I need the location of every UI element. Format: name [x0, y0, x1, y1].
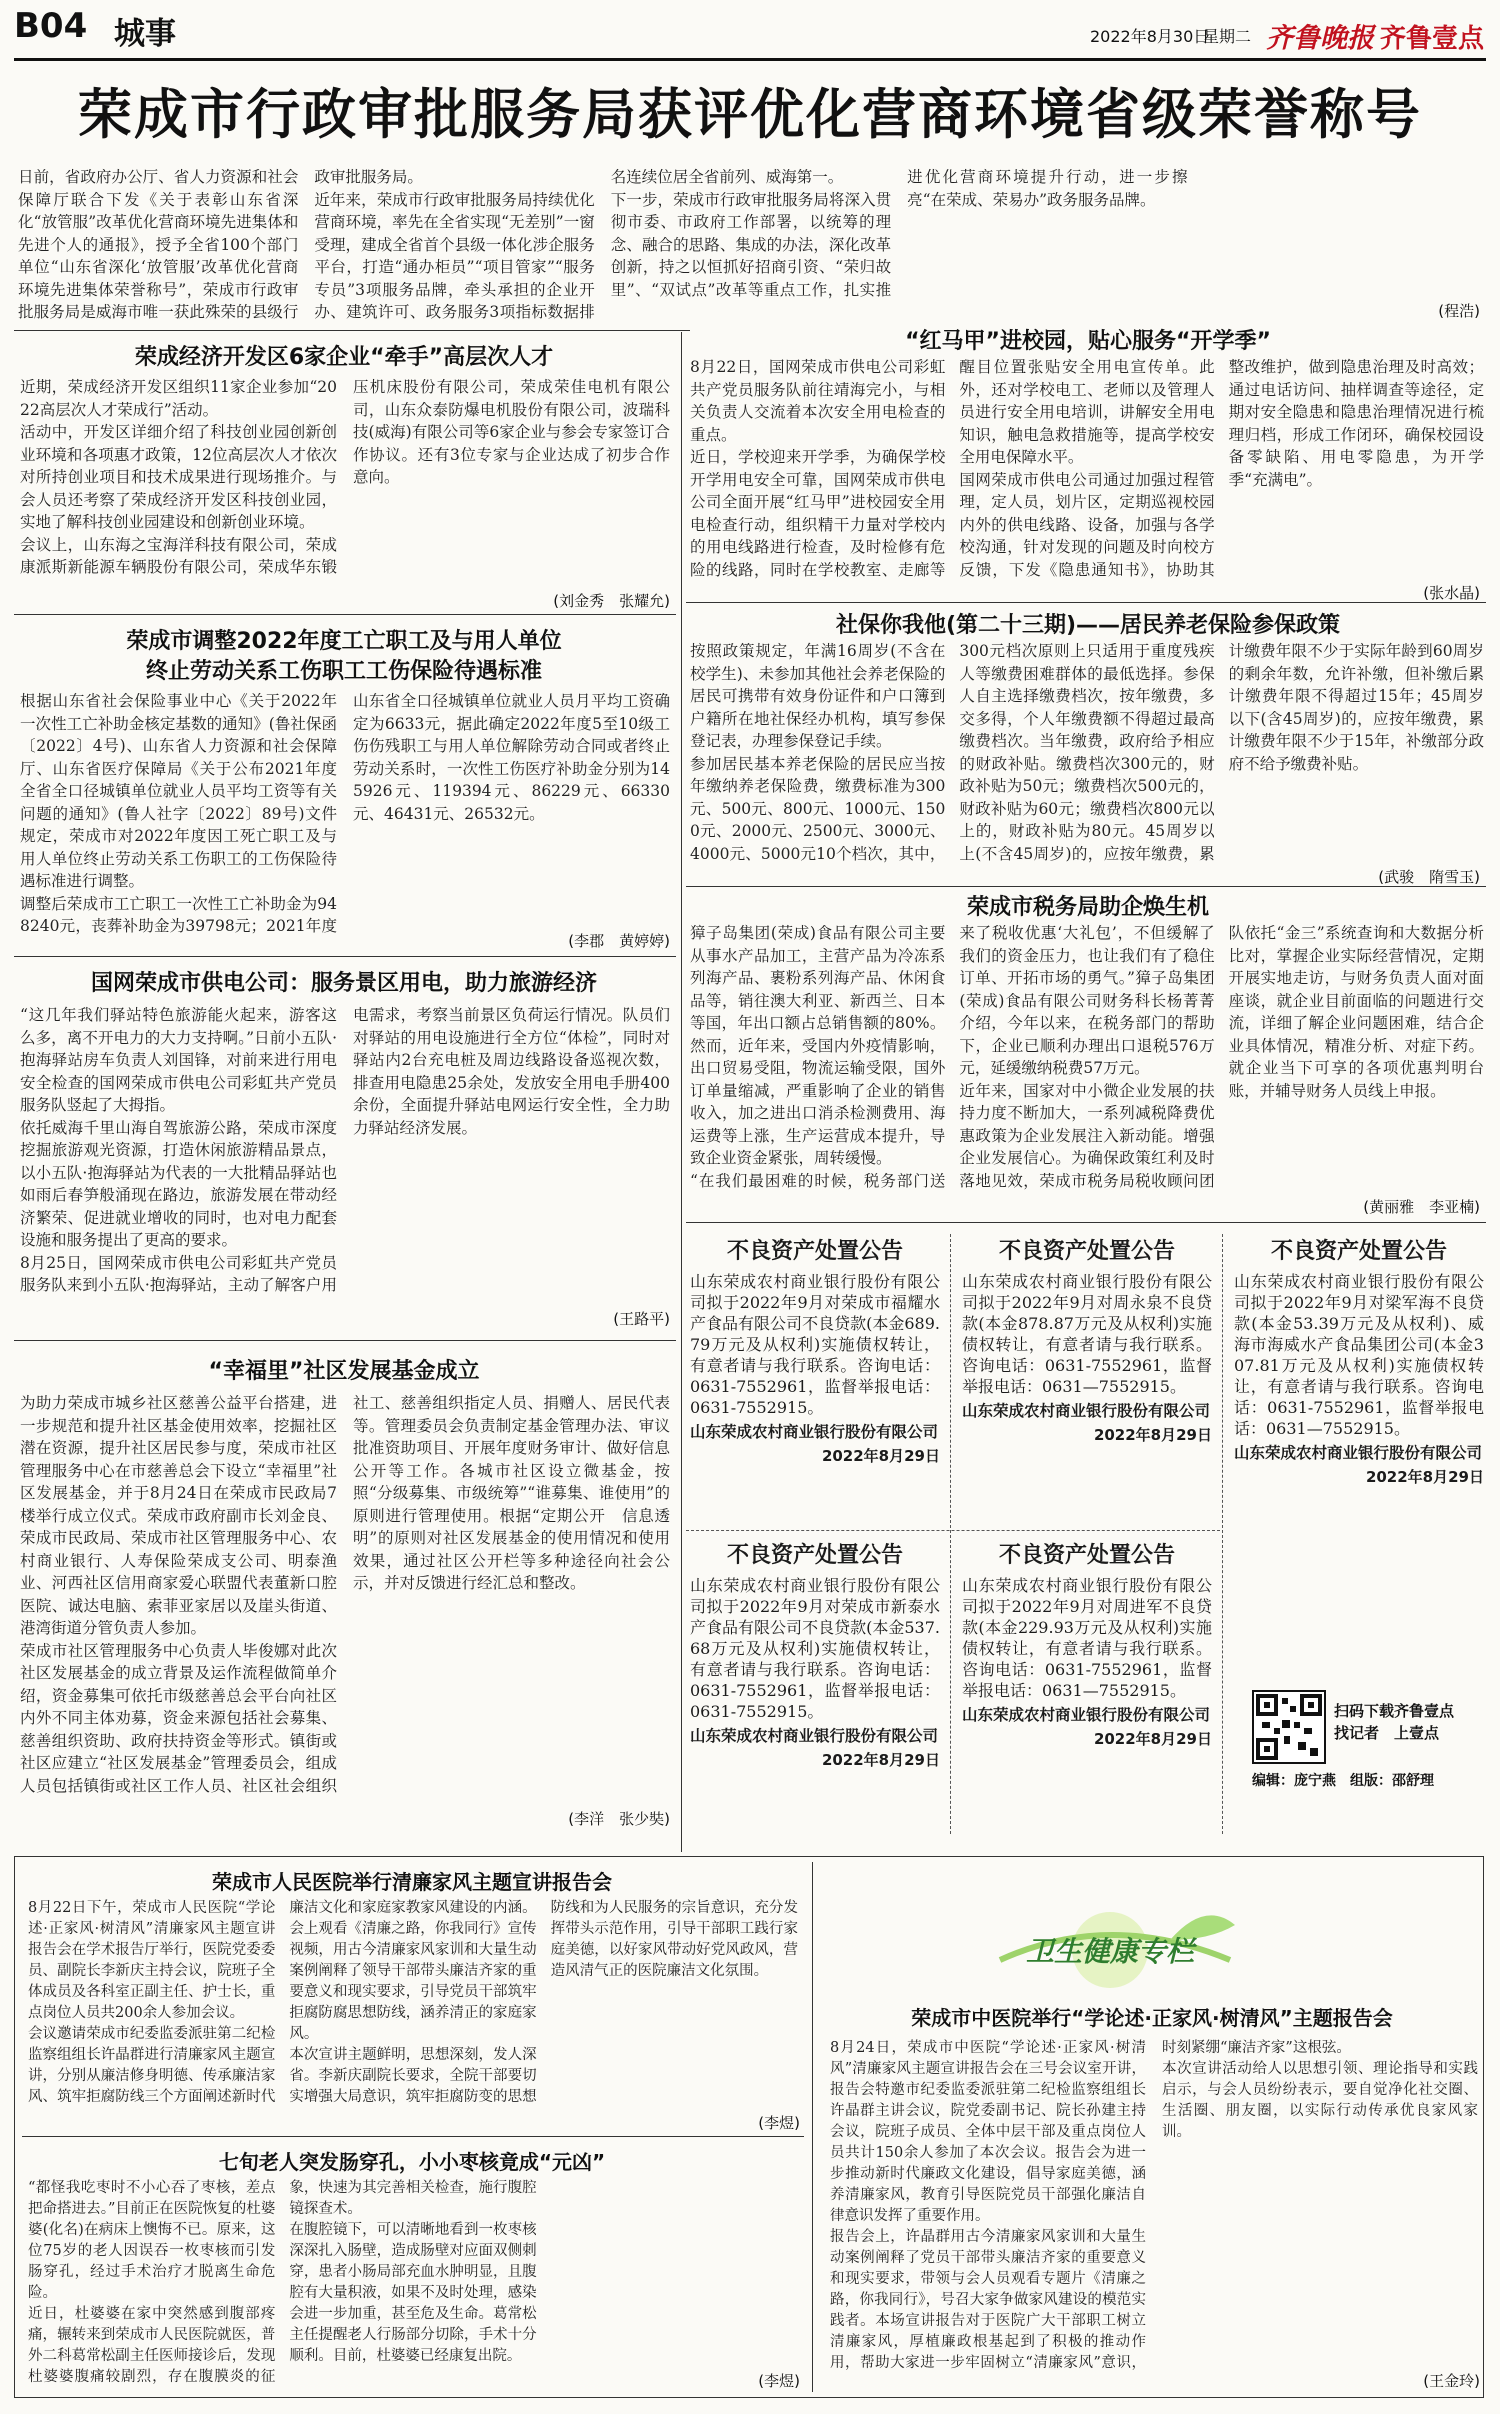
notice-date: 2022年8月29日: [1093, 1730, 1212, 1748]
lead-byline: (程浩): [1438, 302, 1480, 320]
article-xingfuli-headline: “幸福里”社区发展基金成立: [208, 1359, 480, 1384]
health-column-banner: [960, 1880, 1260, 1990]
notice-2: [962, 1234, 1212, 1445]
divider-right-3: [686, 1222, 1486, 1223]
qr-caption-download: 扫码下载齐鲁壹点: [1334, 1702, 1455, 1720]
article-xingfuli-byline: (李洋 张少奘): [568, 1810, 670, 1828]
divider-right-2: [686, 886, 1486, 887]
article-guowang-body: “这几年我们驿站特色旅游能火起来，游客这么多，离不开电力的大力支持啊。”日前小五队·抱海驿站房车负责人刘国锋，对前来进行用电安全检查的国网荣成市供电公司彩虹共产党员服务队竖起了大拇指。 依托威海千里山海自驾旅游公路，荣成市深度挖掘旅游观光资源，打造休闲旅游精品景点，以小五队·抱海驿站为代表的一大批精品驿站也如雨后春笋般涌现在路边，旅游发展在带动经济繁荣、促进就业增收的同时，也对电力配套设施和服务提出了更高的要求。 8月25日，国网荣成市供电公司彩虹共产党员服务队来到小五队·抱海驿站，主动了解客户用电需求，考察当前景区负荷运行情况。队员们对驿站的用电设施进行全方位“体检”，同时对驿站内2台充电桩及周边线路设备巡视次数，排查用电隐患25余处，发放安全用电手册400余份，全面提升驿站电网运行安全性，全力助力驿站经济发展。: [20, 1006, 670, 1294]
article-hongmajia-byline: (张水晶): [1423, 584, 1480, 602]
notice-date: 2022年8月29日: [821, 1751, 940, 1769]
notice-title: 不良资产处置公告: [726, 1239, 903, 1264]
article-shuiwu-byline: (黄丽雅 李亚楠): [1363, 1198, 1480, 1216]
article-kaifaqu-byline: (刘金秀 张耀允): [553, 592, 670, 610]
brand-logo-qilu-yidian: 齐鲁壹点: [1380, 24, 1485, 54]
lead-body: 日前，省政府办公厅、省人力资源和社会保障厅联合下发《关于表彰山东省深化“放管服”改革优化营商环境先进集体和先进个人的通报》，授予全省100个部门单位“山东省深化‘放管服’改革优化营商环境先进集体荣誉称号”，荣成市行政审批服务局是威海市唯一获此殊荣的县级行政审批服务局。 近年来，荣成市行政审批服务局持续优化营商环境，率先在全省实现“无差别”一窗受理，建成全省首个县级一体化涉企服务平台，打造“通办柜员”“项目管家”“服务专员”3项服务品牌，牵头承担的企业开办、建筑许可、政务服务3项指标数据排名连续位居全省前列、威海第一。 下一步，荣成市行政审批服务局将深入贯彻市委、市政府工作部署，以统筹的理念、融合的思路、集成的办法，深化改革创新，持之以恒抓好招商引资、“荣归故里”、“双试点”改革等重点工作，扎实推进优化营商环境提升行动，进一步擦亮“在荣成、荣易办”政务服务品牌。: [18, 168, 1188, 321]
qr-code-icon[interactable]: [1252, 1690, 1326, 1764]
divider-bottom-vertical: [812, 1862, 813, 2392]
notice-date: 2022年8月29日: [1093, 1426, 1212, 1444]
health-column-title: 卫生健康专栏: [1025, 1935, 1194, 1968]
notice-separator-v1: [950, 1234, 951, 1834]
notice-signature: 山东荣成农村商业银行股份有限公司: [1234, 1444, 1483, 1462]
article-kaifaqu-body: 近期，荣成经济开发区组织11家企业参加“2022高层次人才荣成行”活动。 活动中，开发区详细介绍了科技创业园创新创业环境和各项惠才政策，12位高层次人才依次对所持创业项目和技术成果进行现场推介。与会人员还考察了荣成经济开发区科技创业园，实地了解科技创业园建设和创新创业环境。 会议上，山东海之宝海洋科技有限公司，荣成康派斯新能源车辆股份有限公司，荣成华东锻压机床股份有限公司，荣成荣佳电机有限公司，山东众泰防爆电机股份有限公司，波瑞科技(威海)有限公司等6家企业与参会专家签订合作协议。还有3位专家与企业达成了初步合作意向。: [20, 378, 670, 576]
divider-left-2: [14, 956, 676, 957]
notice-separator-v2: [1222, 1234, 1223, 1834]
notice-signature: 山东荣成农村商业银行股份有限公司: [690, 1727, 939, 1745]
article-hongmajia-headline: “红马甲”进校园，贴心服务“开学季”: [690, 324, 1486, 355]
notice-title: 不良资产处置公告: [1270, 1239, 1447, 1264]
notice-signature: 山东荣成农村商业银行股份有限公司: [962, 1706, 1211, 1724]
article-shebao-headline: 社保你我他(第二十三期)——居民养老保险参保政策: [835, 613, 1341, 638]
article-renminyiyuan-body: 8月22日下午，荣成市人民医院“学论述·正家风·树清风”清廉家风主题宣讲报告会在学术报告厅举行，医院党委委员、副院长李新庆主持会议，院班子全体成员及各科室正副主任、护士长，重点岗位人员共200余人参加会议。 会议邀请荣成市纪委监委派驻第二纪检监察组组长许晶群进行清廉家风主题宣讲，分别从廉洁修身明德、传承廉洁家风、筑牢拒腐防线三个方面阐述新时代廉洁文化和家庭家教家风建设的内涵。会上观看《清廉之路，你我同行》宣传视频，用古今清廉家风家训和大量生动案例阐释了领导干部带头廉洁齐家的重要意义和现实要求，引导党员干部筑牢拒腐防腐思想防线，涵养清正的家庭家风。 本次宣讲主题鲜明，思想深刻，发人深省。李新庆副院长要求，全院干部要切实增强大局意识，筑牢拒腐防变的思想防线和为人民服务的宗旨意识，充分发挥带头示范作用，引导干部职工践行家庭美德，以好家风带动好党风政风，营造风清气正的医院廉洁文化氛围。: [28, 1900, 798, 2105]
notice-title: 不良资产处置公告: [998, 1543, 1175, 1568]
notice-title: 不良资产处置公告: [998, 1239, 1175, 1264]
article-zaohe-headline: 七旬老人突发肠穿孔，小小枣核竟成“元凶”: [218, 2150, 606, 2174]
page-code: B04: [14, 6, 88, 46]
notice-4: [690, 1538, 940, 1770]
article-gongshang-headline-2: 终止劳动关系工伤职工工伤保险待遇标准: [145, 659, 542, 684]
article-renminyiyuan-byline: (李煜): [758, 2114, 800, 2132]
notice-date: 2022年8月29日: [821, 1447, 940, 1465]
divider-vertical-main: [681, 332, 682, 1852]
notice-body: 山东荣成农村商业银行股份有限公司拟于2022年9月对荣成市福耀水产食品有限公司不良贷款(本金689.79万元及从权利)实施债权转让，有意者请与我行联系。咨询电话：0631-7552961，监督举报电话：0631-7552915。: [690, 1272, 940, 1417]
section-name: 城事: [114, 16, 176, 52]
article-hongmajia-body: 8月22日，国网荣成市供电公司彩虹共产党员服务队前往靖海完小，与相关负责人交流着本次安全用电检查的重点。 近日，学校迎来开学季，为确保学校开学用电安全可靠，国网荣成市供电公司全面开展“红马甲”进校园安全用电检查行动，组织精干力量对学校内的用电线路进行检查，及时检修有危险的线路，同时在学校教室、走廊等醒目位置张贴安全用电宣传单。此外，还对学校电工、老师以及管理人员进行安全用电培训，讲解安全用电知识，触电急救措施等，提高学校安全用电保障水平。 国网荣成市供电公司通过加强过程管理，定人员，划片区，定期巡视校园内外的供电线路、设备，加强与各学校沟通，针对发现的问题及时向校方反馈，下发《隐患通知书》，协助其整改维护，做到隐患治理及时高效；通过电话访问、抽样调查等途径，定期对安全隐患和隐患治理情况进行梳理归档，形成工作闭环，确保校园设备零缺陷、用电零隐患，为开学季“充满电”。: [690, 358, 1484, 579]
article-guowang-headline: 国网荣成市供电公司：服务景区用电，助力旅游经济: [90, 971, 597, 996]
article-zhongyiyuan-byline: (王金玲): [1423, 2372, 1480, 2390]
notice-1: [690, 1234, 940, 1466]
editor-credit: 编辑：庞宁燕 组版：邵舒理: [1252, 1773, 1434, 1789]
qr-caption-reporter: 找记者 上壹点: [1334, 1724, 1440, 1742]
article-kaifaqu-headline: 荣成经济开发区6家企业“牵手”高层次人才: [134, 345, 554, 370]
brand-logo-qilu-evening: 齐鲁晚报: [1266, 23, 1374, 54]
article-shebao-body: 按照政策规定，年满16周岁(不含在校学生)、未参加其他社会养老保险的居民可携带有效身份证件和户口簿到户籍所在地社保经办机构，填写参保登记表，办理参保登记手续。 参加居民基本养老保险的居民应当按年缴纳养老保险费，缴费标准为300元、500元、800元、1000元、1500元、2000元、2500元、3000元、4000元、5000元10个档次，其中，300元档次原则上只适用于重度残疾人等缴费困难群体的最低选择。参保人自主选择缴费档次，按年缴费，多交多得，个人年缴费额不得超过最高缴费档次。当年缴费，政府给予相应的财政补贴。缴费档次300元的，财政补贴为50元；缴费档次500元的，财政补贴为60元；缴费档次800元以上的，财政补贴为80元。45周岁以上(不含45周岁)的，应按年缴费，累计缴费年限不少于实际年龄到60周岁的剩余年数，允许补缴，但补缴后累计缴费年限不得超过15年；45周岁以下(含45周岁)的，应按年缴费，累计缴费年限不少于15年，补缴部分政府不给予缴费补贴。: [690, 642, 1484, 863]
article-guowang-byline: (王路平): [613, 1310, 670, 1328]
notice-body: 山东荣成农村商业银行股份有限公司拟于2022年9月对周永泉不良贷款(本金878.87万元及从权利)实施债权转让，有意者请与我行联系。咨询电话：0631-7552961，监督举报电话：0631—7552915。: [962, 1272, 1212, 1396]
notice-title: 不良资产处置公告: [726, 1543, 903, 1568]
article-gongshang-byline: (李郡 黄婷婷): [568, 932, 670, 950]
notice-separator-h: [686, 1530, 1220, 1531]
article-xingfuli-body: 为助力荣成市城乡社区慈善公益平台搭建，进一步规范和提升社区基金使用效率，挖掘社区潜在资源，提升社区居民参与度，荣成市社区管理服务中心在市慈善总会下设立“幸福里”社区发展基金，并于8月24日在荣成市民政局7楼举行成立仪式。荣成市政府副市长刘金良、荣成市民政局、荣成市社区管理服务中心、农村商业银行、人寿保险荣成支公司、明泰渔业、河西社区信用商家爱心联盟代表董新口腔医院、诚达电脑、索菲亚家居以及崖头街道、港湾街道分管负责人参加。 荣成市社区管理服务中心负责人毕俊娜对此次社区发展基金的成立背景及运作流程做简单介绍，资金募集可依托市级慈善总会平台向社区内外不同主体劝募，资金来源包括社会募集、慈善组织资助、政府扶持资金等形式。镇街或社区应建立“社区发展基金”管理委员会，组成人员包括镇街或社区工作人员、社区社会组织社工、慈善组织指定人员、捐赠人、居民代表等。管理委员会负责制定基金管理办法、审议批准资助项目、开展年度财务审计、做好信息公开等工作。各城市社区设立微基金，按照“分级募集、市级统筹”“谁募集、谁使用”的原则进行管理使用。根据“定期公开 信息透明”的原则对社区发展基金的使用情况和使用效果，通过社区公开栏等多种途径向社会公示，并对反馈进行经汇总和整改。: [20, 1394, 670, 1795]
article-zhongyiyuan-headline: 荣成市中医院举行“学论述·正家风·树清风”主题报告会: [911, 2006, 1393, 2030]
header-rule: [14, 58, 1486, 61]
divider-bottom-left: [22, 2136, 804, 2137]
notice-3: [1234, 1234, 1484, 1487]
article-zaohe-body: “都怪我吃枣时不小心吞了枣核，差点把命搭进去。”目前正在医院恢复的杜婆婆(化名)在病床上懊悔不已。原来，这位75岁的老人因误吞一枚枣核而引发肠穿孔，经过手术治疗才脱离生命危险。 近日，杜婆婆在家中突然感到腹部疼痛，辗转来到荣成市人民医院就医，普外二科葛常松副主任医师接诊后，发现杜婆婆腹痛较剧烈，存在腹膜炎的征象，快速为其完善相关检查，施行腹腔镜探查术。 在腹腔镜下，可以清晰地看到一枚枣核深深扎入肠壁，造成肠壁对应面双侧刺穿，患者小肠局部充血水肿明显，且腹腔有大量积液，如果不及时处理，感染会进一步加重，甚至危及生命。葛常松主任提醒老人行肠部分切除，手术十分顺利。目前，杜婆婆已经康复出院。: [28, 2180, 537, 2385]
divider-right-1: [686, 602, 1486, 603]
divider-left-1: [14, 614, 676, 615]
issue-weekday: 星期二: [1203, 27, 1252, 46]
article-gongshang-body: 根据山东省社会保险事业中心《关于2022年一次性工亡补助金核定基数的通知》(鲁社保函〔2022〕4号)、山东省人力资源和社会保障厅、山东省医疗保障局《关于公布2021年度全省全口径城镇单位就业人员平均工资等有关问题的通知》(鲁人社字〔2022〕89号)文件规定，荣成市对2022年度因工死亡职工及与用人单位终止劳动关系工伤职工的工伤保险待遇标准进行调整。 调整后荣成市工亡职工一次性工亡补助金为948240元，丧葬补助金为39798元；2021年度山东省全口径城镇单位就业人员月平均工资确定为6633元，据此确定2022年度5至10级工伤伤残职工与用人单位解除劳动合同或者终止劳动关系时，一次性工伤医疗补助金分别为145926元、119394元、86229元、66330元、46431元、26532元。: [20, 692, 670, 935]
article-renminyiyuan-headline: 荣成市人民医院举行清廉家风主题宣讲报告会: [212, 1870, 612, 1894]
lead-headline: 荣成市行政审批服务局获评优化营商环境省级荣誉称号: [78, 83, 1422, 146]
issue-date: 2022年8月30日: [1090, 27, 1210, 46]
notice-5: [962, 1538, 1212, 1749]
notice-signature: 山东荣成农村商业银行股份有限公司: [962, 1402, 1211, 1420]
article-zaohe-byline: (李煜): [758, 2372, 800, 2390]
article-zhongyiyuan-body: 8月24日，荣成市中医院“学论述·正家风·树清风”清廉家风主题宣讲报告会在三号会议室开讲，报告会特邀市纪委监委派驻第二纪检监察组组长许晶群主讲会议，院党委副书记、院长孙建主持会议，院班子成员、全体中层干部及重点岗位人员共计150余人参加了本次会议。报告会为进一步推动新时代廉政文化建设，倡导家庭美德，涵养清廉家风，教育引导医院党员干部强化廉洁自律意识发挥了重要作用。 报告会上，许晶群用古今清廉家风家训和大量生动案例阐释了党员干部带头廉洁齐家的重要意义和现实要求，带领与会人员观看专题片《清廉之路，你我同行》，号召大家争做家风建设的模范实践者。本场宣讲报告对于医院广大干部职工树立清廉家风，厚植廉政根基起到了积极的推动作用，帮助大家进一步牢固树立“清廉家风”意识，时刻紧绷“廉洁齐家”这根弦。 本次宣讲活动给人以思想引领、理论指导和实践启示，与会人员纷纷表示，要自觉净化社交圈、生活圈、朋友圈，以实际行动传承优良家风家训。: [830, 2040, 1478, 2371]
masthead: [0, 0, 1500, 60]
notice-body: 山东荣成农村商业银行股份有限公司拟于2022年9月对梁军海不良贷款(本金53.39万元及从权利)、威海市海威水产食品集团公司(本金307.81万元及从权利)实施债权转让，有意者请与我行联系。咨询电话：0631-7552961，监督举报电话：0631—7552915。: [1234, 1272, 1484, 1438]
notice-signature: 山东荣成农村商业银行股份有限公司: [690, 1423, 939, 1441]
notice-body: 山东荣成农村商业银行股份有限公司拟于2022年9月对荣成市新泰水产食品有限公司不良贷款(本金537.68万元及从权利)实施债权转让，有意者请与我行联系。咨询电话：0631-7552961，监督举报电话：0631-7552915。: [690, 1576, 940, 1721]
article-shuiwu-body: 獐子岛集团(荣成)食品有限公司主要从事水产品加工，主营产品为冷冻系列海产品、裹粉系列海产品、休闲食品等，销往澳大利亚、新西兰、日本等国，年出口额占总销售额的80%。然而，近年来，受国内外疫情影响，出口贸易受阻，物流运输受限，国外订单量缩减，严重影响了企业的销售收入，加之进出口消杀检测费用、海运费等上涨，生产运营成本提升，导致企业资金紧张，周转缓慢。 “在我们最困难的时候，税务部门送来了税收优惠‘大礼包’，不但缓解了我们的资金压力，也让我们有了稳住订单、开拓市场的勇气。”獐子岛集团(荣成)食品有限公司财务科长杨菁菁介绍，今年以来，在税务部门的帮助下，企业已顺利办理出口退税576万元，延缓缴纳税费57万元。 近年来，国家对中小微企业发展的扶持力度不断加大，一系列减税降费优惠政策为企业发展注入新动能。增强企业发展信心。为确保政策红利及时落地见效，荣成市税务局税收顾问团队依托“金三”系统查询和大数据分析比对，掌握企业实际经营情况，定期开展实地走访，与财务负责人面对面座谈，就企业目前面临的问题进行交流，详细了解企业问题困难，结合企业具体情况，精准分析、对症下药。就企业当下可享的各项优惠判明台账，并辅导财务人员线上申报。: [690, 924, 1484, 1190]
notice-body: 山东荣成农村商业银行股份有限公司拟于2022年9月对周进军不良贷款(本金229.93万元及从权利)实施债权转让，有意者请与我行联系。咨询电话：0631-7552961，监督举报电话：0631—7552915。: [962, 1576, 1212, 1700]
article-shebao-byline: (武骏 隋雪玉): [1378, 868, 1480, 886]
article-gongshang-headline-1: 荣成市调整2022年度工亡职工及与用人单位: [126, 629, 562, 654]
divider-left-3: [14, 1340, 676, 1341]
article-shuiwu-headline: 荣成市税务局助企焕生机: [966, 895, 1209, 920]
notice-date: 2022年8月29日: [1365, 1468, 1484, 1486]
